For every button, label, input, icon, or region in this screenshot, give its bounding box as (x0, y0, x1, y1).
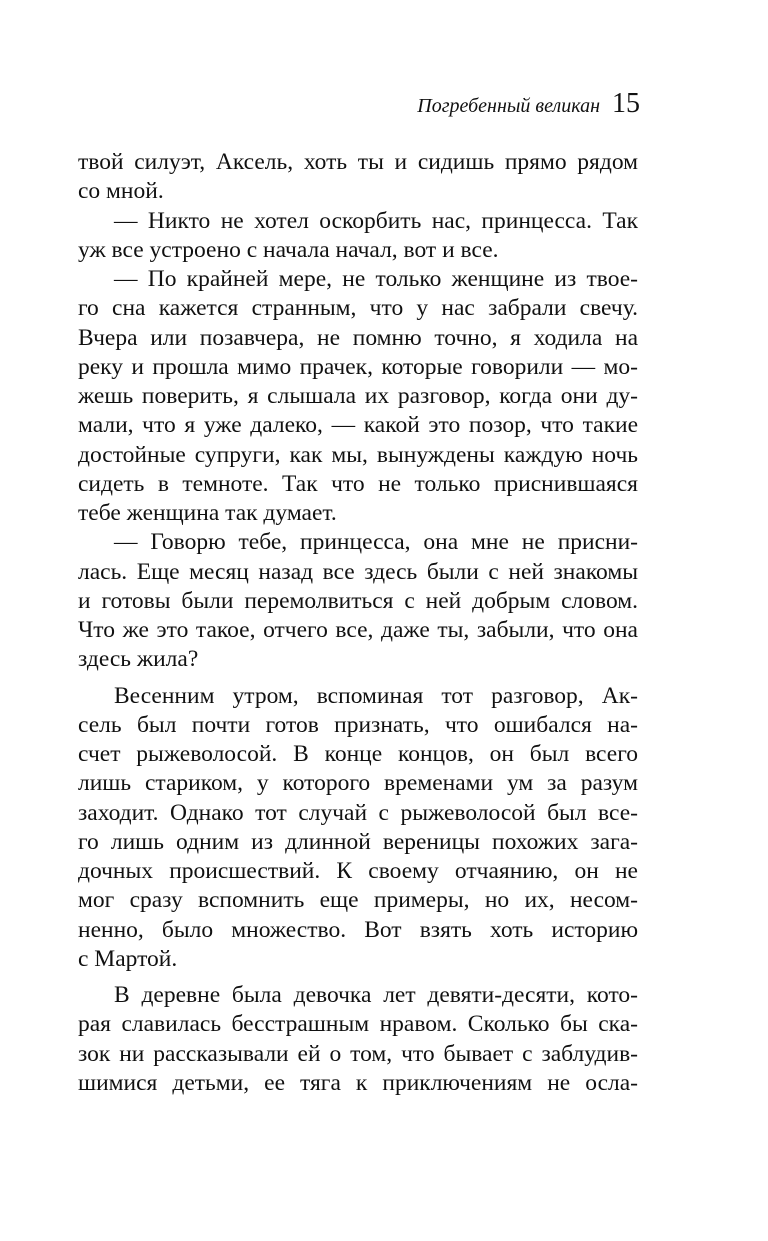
text-line: го лишь одним из длинной вереницы похожих зага- (78, 828, 638, 855)
text-line: Весенним утром, вспоминая тот разговор, Ак- (114, 682, 638, 709)
running-head (417, 88, 640, 124)
text-line: В деревне была девочка лет девяти-десяти, кото- (114, 982, 638, 1008)
text-line: лась. Еще месяц назад все здесь были с ней знакомы (78, 558, 638, 585)
text-line: сель был почти готов признать, что ошибался на- (78, 711, 638, 738)
paragraph-gap (78, 974, 638, 981)
text-line: сидеть в темноте. Так что не только приснившаяся (78, 470, 638, 497)
text-line: Что же это такое, отчего все, даже ты, забыли, что она (78, 617, 638, 643)
text-line: — Говорю тебе, принцесса, она мне не присни- (114, 529, 638, 556)
text-line: реку и прошла мимо прачек, которые говорили — мо- (78, 353, 638, 380)
text-line: мали, что я уже далеко, — какой это позор, что такие (78, 412, 638, 439)
text-line: рая славилась бесстрашным нравом. Сколько бы ска- (78, 1011, 638, 1038)
text-line: со мной. (78, 178, 164, 205)
page-body (78, 148, 638, 1098)
text-line: мог сразу вспомнить еще примеры, но их, несом- (78, 887, 638, 914)
text-line: — По крайней мере, не только женщине из твое- (114, 266, 638, 292)
paragraph (78, 207, 638, 266)
text-line: уж все устроено с начала начал, вот и все. (78, 236, 499, 263)
text-line: жешь поверить, я слышала их разговор, когда они ду- (78, 383, 638, 409)
text-line: Вчера или позавчера, не помню точно, я ходила на (78, 324, 638, 351)
text-line: зок ни рассказывали ей о том, что бывает с заблудив- (78, 1040, 638, 1067)
text-line: достойные супруги, как мы, вынуждены каждую ночь (78, 441, 638, 468)
running-title: Погребенный великан (417, 95, 600, 117)
paragraph (78, 682, 638, 975)
text-line: го сна кажется странным, что у нас забрали свечу. (78, 295, 638, 322)
paragraph (78, 265, 638, 528)
text-line: здесь жила? (78, 646, 199, 673)
text-line: ненно, было множество. Вот взять хоть историю (78, 916, 638, 943)
paragraph (78, 981, 638, 1098)
text-line: дочных происшествий. К своему отчаянию, он не (78, 858, 638, 884)
paragraph (78, 528, 638, 674)
text-line: тебе женщина так думает. (78, 500, 337, 526)
text-line: счет рыжеволосой. В конце концов, он был всего (78, 741, 638, 767)
text-line: шимися детьми, ее тяга к приключениям не осла- (78, 1069, 638, 1096)
text-line: — Никто не хотел оскорбить нас, принцесса. Так (114, 207, 638, 234)
text-line: и готовы были перемолвиться с ней добрым словом. (78, 587, 638, 614)
page-number: 15 (612, 88, 640, 119)
paragraph-gap (78, 675, 638, 682)
paragraph (78, 148, 638, 207)
text-line: лишь стариком, у которого временами ум за разум (78, 770, 638, 797)
text-line: заходит. Однако тот случай с рыжеволосой был все- (78, 799, 638, 826)
text-line: с Мартой. (78, 945, 178, 972)
text-line: твой силуэт, Аксель, хоть ты и сидишь прямо рядом (78, 149, 638, 175)
